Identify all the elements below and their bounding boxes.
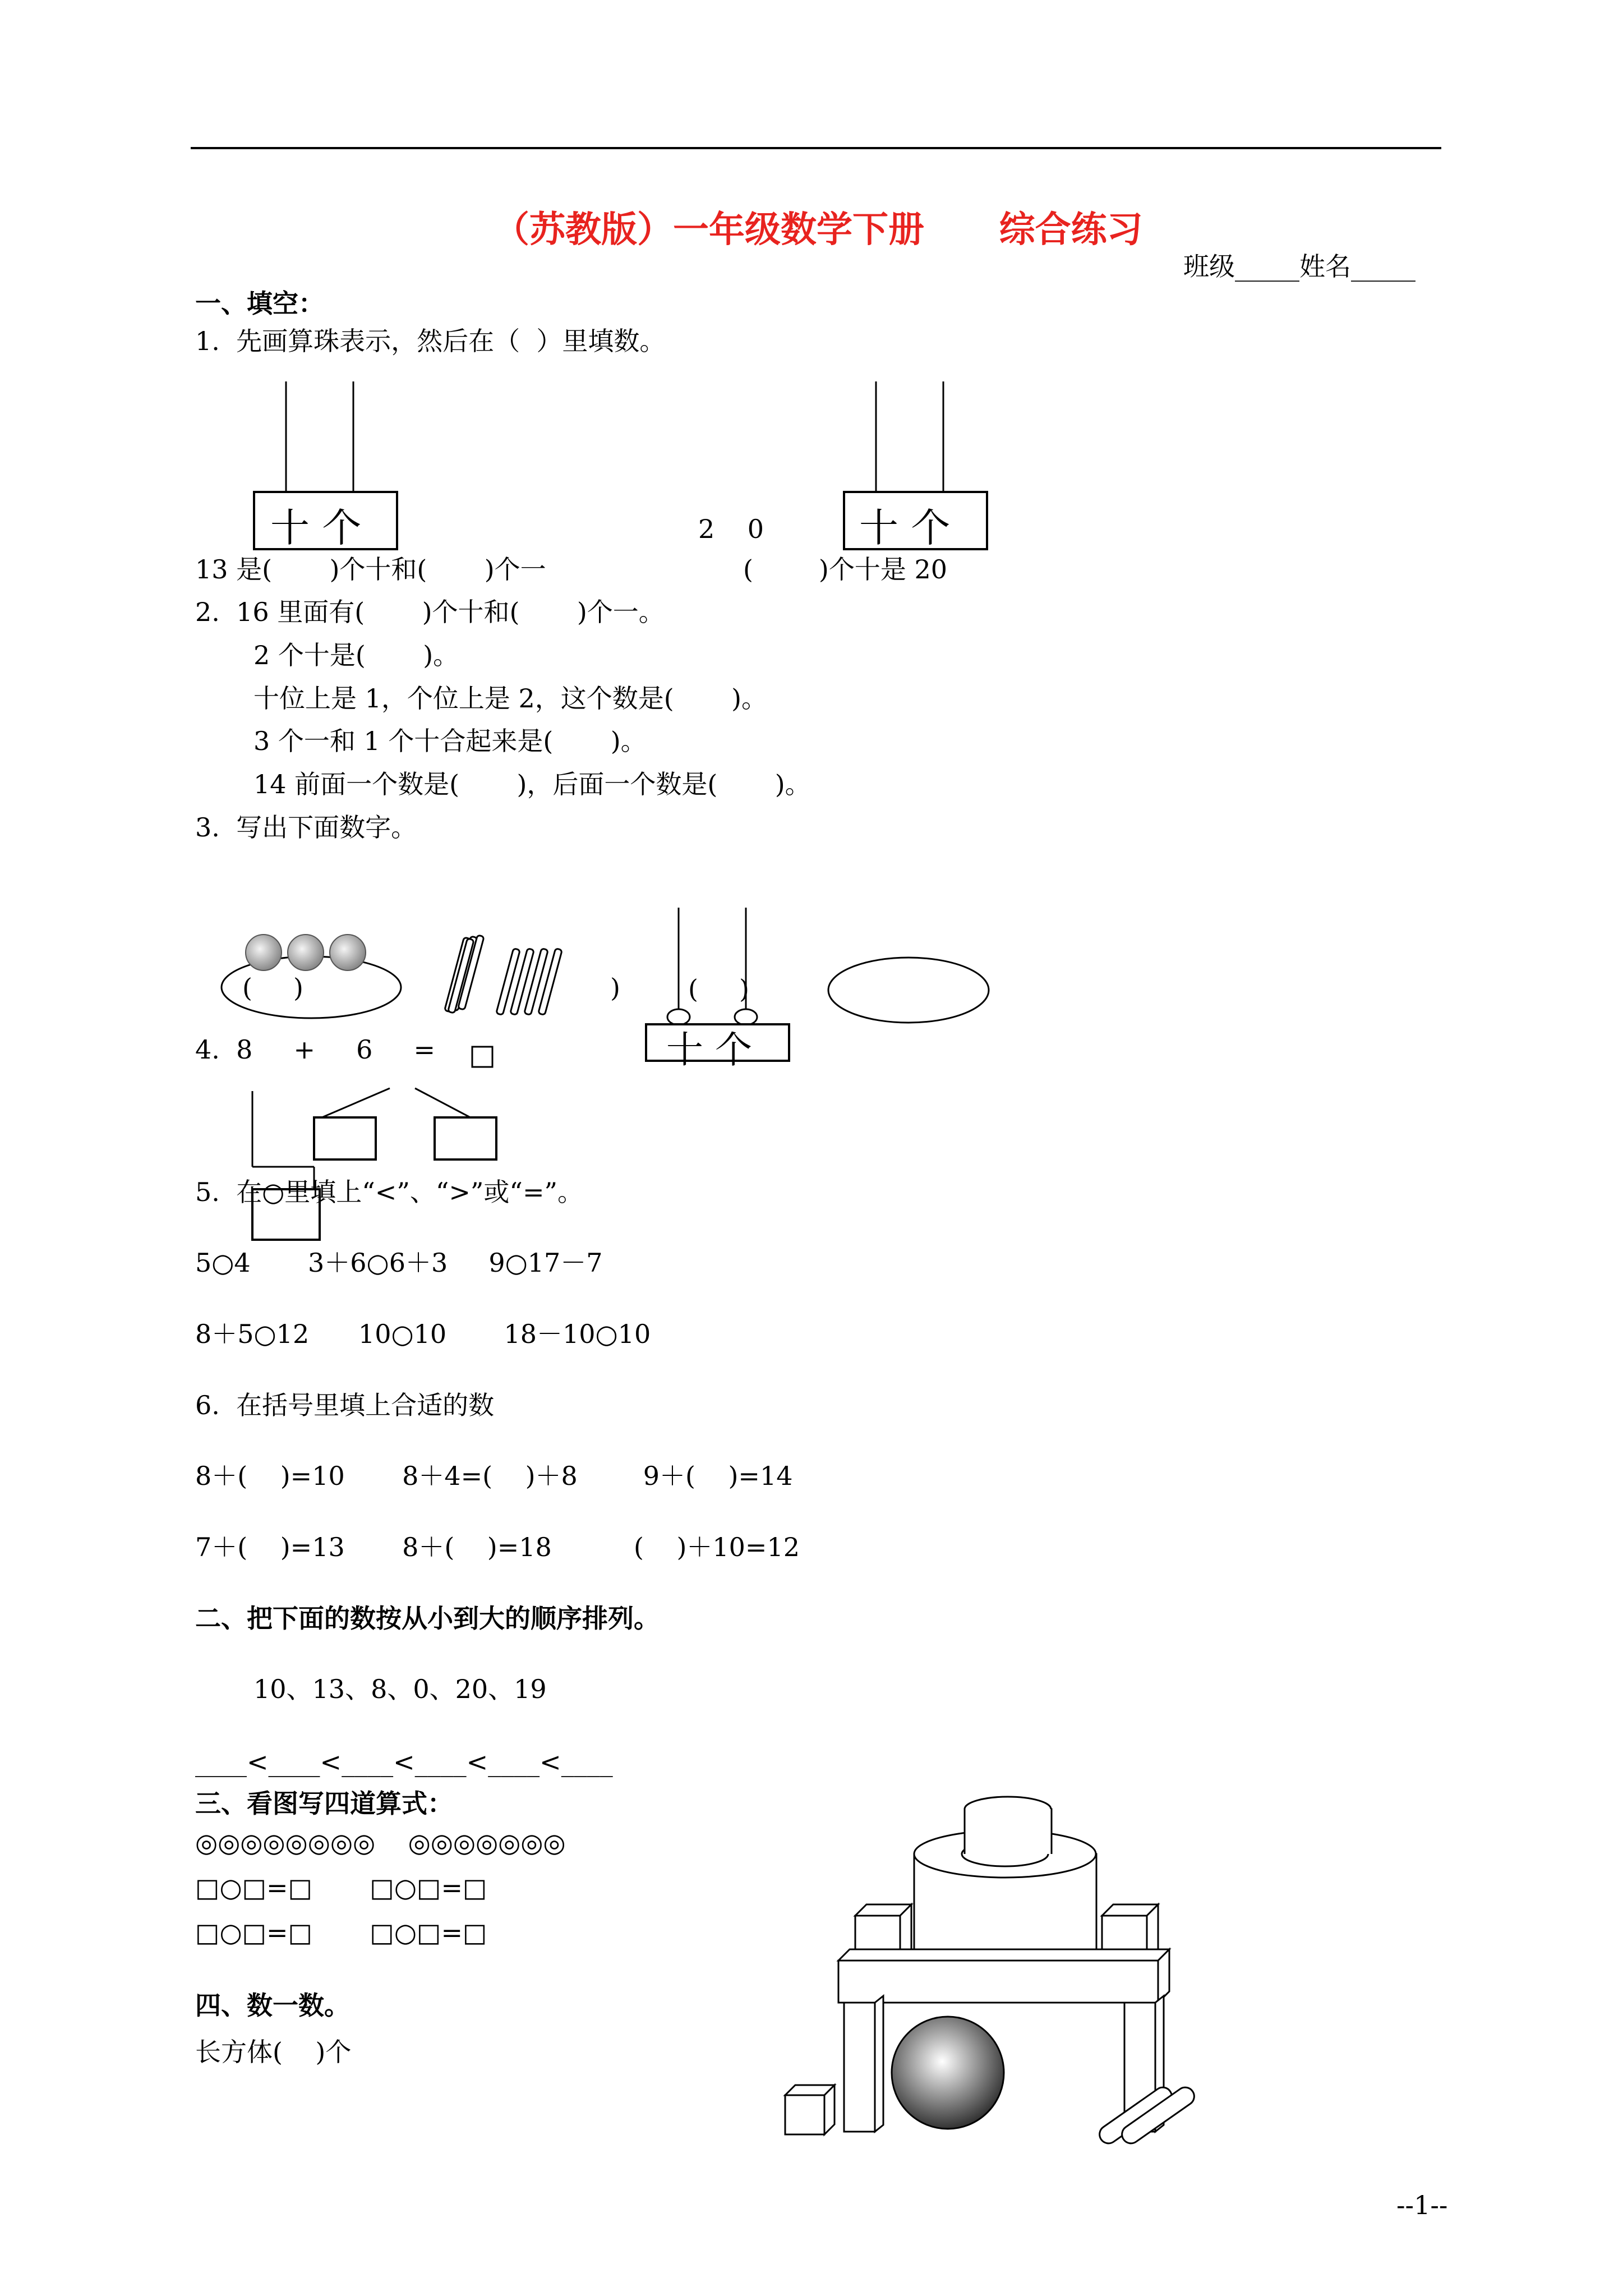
answer-oval [824,954,993,1027]
q5-row-2: 8＋5○12 10○10 18－10○10 [195,1319,651,1349]
q1-answer-a: 13 是( )个十和( )个一 [195,554,546,585]
q5-row-1: 5○4 3＋6○6＋3 9○17－7 [195,1248,603,1278]
q2-line-e: 14 前面一个数是( )，后面一个数是( )。 [253,769,811,799]
class-name-line: 班级_____姓名_____ [1183,251,1415,282]
q1-answer-b: ( )个十是 20 [743,554,948,585]
abacus-1-label: 十 个 [270,505,362,551]
section4-heading: 四、数一数。 [195,1990,350,2021]
number-20: 2 0 [698,514,764,544]
equation-row-1: □○□=□ □○□=□ [195,1872,487,1903]
shapes-figure [780,1789,1245,2148]
abacus-3-answer: ( ) [688,974,750,1004]
page-number: --1-- [1396,2190,1448,2220]
sticks-paren: ) [610,973,620,1003]
q2-line-c: 十位上是 1，个位上是 2，这个数是( )。 [253,683,768,714]
q3-text: 3. 写出下面数字。 [195,812,417,843]
page-title: （苏教版）一年级数学下册 综合练习 [494,209,1143,251]
section2-heading: 二、把下面的数按从小到大的顺序排列。 [195,1603,660,1634]
apples-answer: ( ) [242,973,304,1003]
q5-text: 5. 在○里填上“<”、“>”或“=”。 [195,1177,583,1207]
q2-line-d: 3 个一和 1 个十合起来是( )。 [253,726,647,756]
q4-text: 4. 8 + 6 = [195,1034,436,1065]
split-diagram [241,1043,510,1251]
numbers-list: 10、13、8、0、20、19 [253,1674,547,1704]
abacus-2-label: 十 个 [859,505,951,551]
section1-heading: 一、填空： [195,288,324,319]
equation-row-2: □○□=□ □○□=□ [195,1917,487,1948]
header-rule [191,147,1441,149]
q6-row-2: 7＋( )=13 8＋( )=18 ( )＋10=12 [195,1532,800,1562]
q6-row-1: 8＋( )=10 8＋4=( )＋8 9＋( )=14 [195,1461,793,1491]
circle-rows: ◎◎◎◎◎◎◎◎ ◎◎◎◎◎◎◎ [195,1828,566,1858]
q1-text: 1. 先画算珠表示，然后在（ ）里填数。 [195,326,666,356]
q6-text: 6. 在括号里填上合适的数 [195,1390,495,1420]
section3-heading: 三、看图写四道算式： [195,1788,453,1819]
order-blanks: ____<____<____<____<____<____ [195,1747,613,1777]
cuboid-count: 长方体( )个 [195,2037,352,2067]
q2-line-b: 2 个十是( )。 [253,640,459,670]
q2-text: 2. 16 里面有( )个十和( )个一。 [195,597,665,627]
sticks-bundle [437,926,583,1024]
abacus-3-label: 十 个 [666,1028,752,1071]
